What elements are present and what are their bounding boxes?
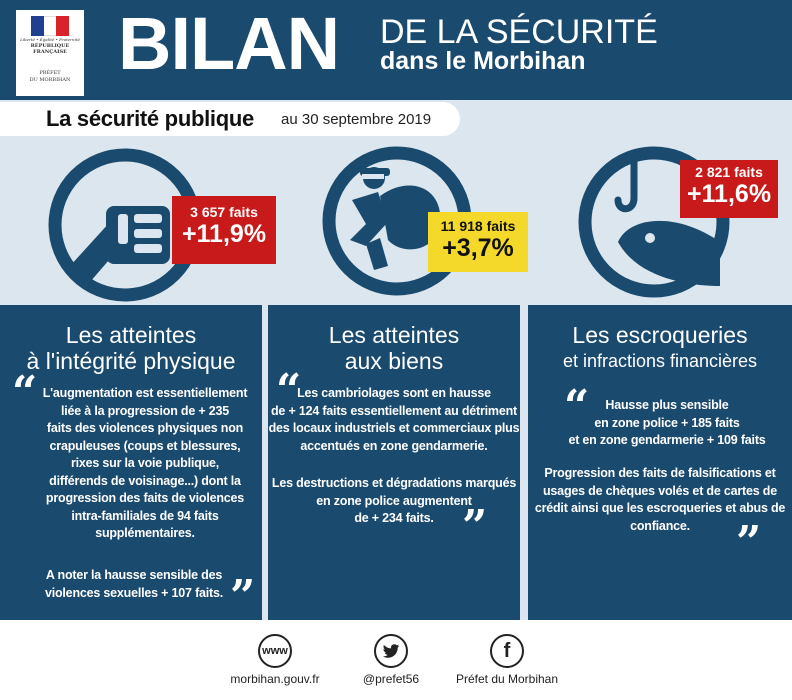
text-line: en zone police + 185 faits: [594, 415, 740, 430]
card-text-1: [542, 397, 792, 450]
card-title-line2: à l'intégrité physique: [26, 348, 236, 374]
page-title: BILAN: [118, 2, 340, 85]
text-line: violences sexuelles + 107 faits.: [44, 585, 224, 600]
logo-prefet-line1: PRÉFET: [39, 70, 61, 76]
badge-physique: [172, 196, 276, 264]
text-line: et en zone gendarmerie + 109 faits: [568, 433, 766, 447]
page-subtitle-1: DE LA SÉCURITÉ: [380, 13, 658, 51]
card-text-1: [268, 385, 520, 455]
logo-republique: RÉPUBLIQUE FRANÇAISE: [30, 43, 70, 55]
facebook-icon-letter: f: [503, 639, 511, 662]
card-title-line1: Les atteintes: [328, 322, 460, 348]
close-quote-icon: ”: [230, 571, 256, 622]
text-line: L'augmentation est essentiellement: [42, 386, 248, 400]
text-line: différends de voisinage...) dont la: [49, 473, 241, 488]
text-line: usages de chèques volés et de cartes de: [543, 483, 777, 498]
text-line: intra-familiales de 94 faits: [71, 508, 219, 523]
badge-escroqueries: [680, 160, 778, 218]
text-line: supplémentaires.: [95, 526, 195, 540]
logo-prefet: [18, 70, 82, 84]
card-title-line1: Les escroqueries: [572, 322, 748, 348]
text-line: Les cambriolages sont en hausse: [297, 386, 491, 400]
text-line: des locaux industriels et commerciaux plus: [268, 421, 520, 435]
badge-count: 2 821 faits: [695, 164, 763, 180]
twitter-bird-icon: [381, 641, 401, 661]
badge-count: 11 918 faits: [440, 218, 516, 234]
badge-count: 3 657 faits: [190, 204, 258, 220]
prefecture-logo: [16, 10, 84, 96]
text-line: crapuleuses (coups et blessures,: [49, 438, 241, 453]
card-text-1: [40, 385, 250, 543]
card-text-2: [24, 567, 244, 602]
text-line: liée à la progression de + 235: [60, 403, 230, 418]
card-title-line2: aux biens: [344, 348, 444, 374]
open-quote-icon: “: [12, 367, 38, 418]
close-quote-icon: ”: [736, 517, 762, 568]
logo-motto: Liberté • Égalité • Fraternité: [20, 37, 80, 42]
text-line: Hausse plus sensible: [605, 398, 729, 412]
twitter-link[interactable]: @prefet56: [362, 672, 420, 686]
card-title-line2: et infractions financières: [562, 351, 758, 371]
text-line: de + 124 faits essentiellement au détriment: [270, 403, 517, 418]
text-line: Les destructions et dégradations marqués: [271, 476, 517, 490]
open-quote-icon: “: [564, 381, 590, 432]
text-line: progression des faits de violences: [45, 491, 245, 505]
badge-biens: [428, 212, 528, 272]
facebook-icon[interactable]: [490, 634, 524, 668]
card-title-line1: Les atteintes: [65, 322, 197, 348]
website-link[interactable]: morbihan.gouv.fr: [230, 672, 320, 686]
card-escroqueries: [528, 305, 792, 620]
www-icon[interactable]: [258, 634, 292, 668]
section-title: La sécurité publique: [46, 106, 254, 131]
text-line: confiance.: [630, 518, 690, 533]
text-line: faits des violences physiques non: [46, 421, 244, 435]
text-line: de + 234 faits.: [354, 511, 434, 525]
text-line: en zone police augmentent: [316, 493, 472, 508]
text-line: accentués en zone gendarmerie.: [300, 438, 488, 453]
badge-change: +3,7%: [442, 234, 514, 262]
card-physique: [0, 305, 262, 620]
badge-change: +11,6%: [686, 180, 772, 208]
section-date: au 30 septembre 2019: [281, 111, 432, 128]
text-line: crédit ainsi que les escroqueries et abus de: [534, 501, 786, 515]
open-quote-icon: “: [276, 365, 302, 416]
divider: [520, 305, 528, 620]
card-biens: [268, 305, 520, 620]
text-line: A noter la hausse sensible des: [45, 568, 223, 582]
badge-change: +11,9%: [181, 220, 267, 248]
marianne-flag-icon: [31, 16, 69, 36]
twitter-icon[interactable]: [374, 634, 408, 668]
logo-prefet-line2: DU MORBIHAN: [29, 77, 71, 83]
text-line: rixes sur la voie publique,: [70, 456, 220, 470]
close-quote-icon: ”: [462, 501, 488, 552]
www-icon-text: www: [262, 645, 288, 657]
text-line: Progression des faits de falsifications et: [544, 466, 776, 480]
facebook-link[interactable]: Préfet du Morbihan: [455, 672, 559, 686]
page-subtitle-2: dans le Morbihan: [380, 47, 586, 75]
